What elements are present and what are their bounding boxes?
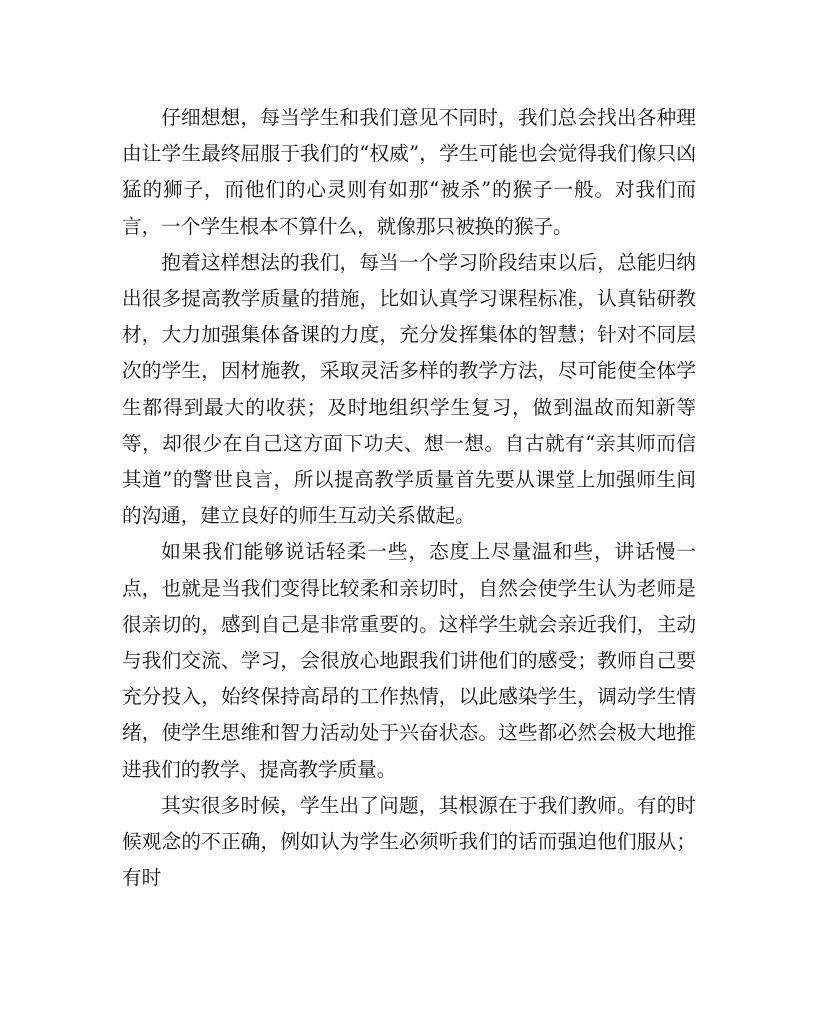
paragraph-2: 抱着这样想法的我们，每当一个学习阶段结束以后，总能归纳出很多提高教学质量的措施，比如认真学习课程标准，认真钻研教材，大力加强集体备课的力度，充分发挥集体的智慧；针对不同层次的学生，因材施教，采取灵活多样的教学方法，尽可能使全体学生都得到最大的收获；及时地组织学生复习，做到温故而知新等等，却很少在自己这方面下功夫、想一想。自古就有“亲其师而信其道”的警世良言，所以提高教学质量首先要从课堂上加强师生间的沟通，建立良好的师生互动关系做起。 <box>122 250 696 528</box>
paragraph-4: 其实很多时候，学生出了问题，其根源在于我们教师。有的时候观念的不正确，例如认为学生必须听我们的话而强迫他们服从；有时 <box>122 793 696 890</box>
paragraph-3: 如果我们能够说话轻柔一些，态度上尽量温和些，讲话慢一点，也就是当我们变得比较柔和亲切时，自然会使学生认为老师是很亲切的，感到自己是非常重要的。这样学生就会亲近我们，主动与我们交流、学习，会很放心地跟我们讲他们的感受；教师自己要充分投入，始终保持高昂的工作热情，以此感染学生，调动学生情绪，使学生思维和智力活动处于兴奋状态。这些都必然会极大地推进我们的教学、提高教学质量。 <box>122 540 696 781</box>
document-page <box>122 100 696 896</box>
paragraph-1: 仔细想想，每当学生和我们意见不同时，我们总会找出各种理由让学生最终屈服于我们的“权威”，学生可能也会觉得我们像只凶猛的狮子，而他们的心灵则有如那“被杀”的猴子一般。对我们而言，一个学生根本不算什么，就像那只被换的猴子。 <box>122 106 696 238</box>
